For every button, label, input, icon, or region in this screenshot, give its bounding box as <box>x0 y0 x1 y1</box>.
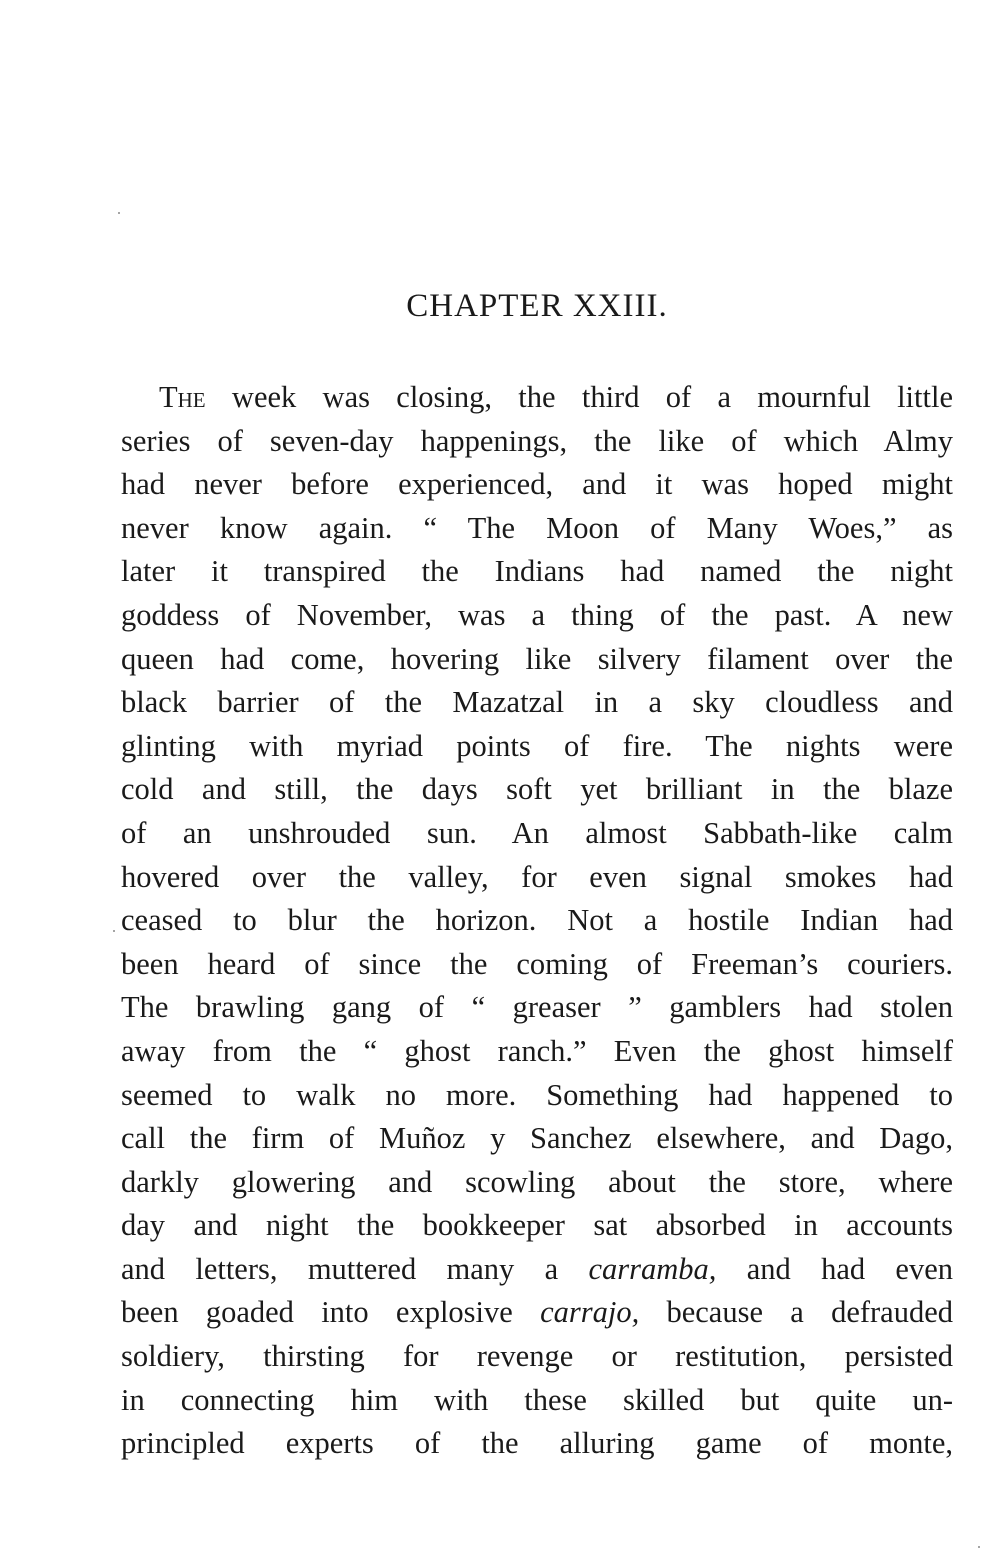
text-line: day and night the bookkeeper sat absorbed in accounts <box>121 1208 953 1243</box>
print-speck <box>113 930 115 932</box>
text-line: call the firm of Muñoz y Sanchez elsewhere, and Dago, <box>121 1121 953 1156</box>
text-line: queen had come, hovering like silvery filament over the <box>121 641 953 676</box>
text-line-with-italic <box>121 1248 953 1292</box>
print-speck <box>978 1546 980 1548</box>
text-line: black barrier of the Mazatzal in a sky cloudless and <box>121 685 953 720</box>
text-line: darkly glowering and scowling about the store, where <box>121 1164 953 1199</box>
text-line: of an unshrouded sun. An almost Sabbath-like calm <box>121 815 953 850</box>
text-line: been heard of since the coming of Freeman’s couriers. <box>121 946 953 981</box>
text-line: away from the “ ghost ranch.” Even the ghost himself <box>121 1033 953 1068</box>
text-line: later it transpired the Indians had named the night <box>121 554 953 589</box>
text-segment: and letters, muttered many a <box>121 1251 589 1286</box>
print-speck <box>118 212 120 214</box>
text-segment: and had even <box>716 1251 953 1286</box>
text-line: principled experts of the alluring game of monte, <box>121 1426 953 1461</box>
text-line-with-italic <box>121 1291 953 1335</box>
text-line: cold and still, the days soft yet brilliant in the blaze <box>121 772 953 807</box>
text-segment: been goaded into explosive <box>121 1295 541 1330</box>
italic-word: carramba, <box>588 1251 717 1286</box>
text-line: soldiery, thirsting for revenge or restitution, persisted <box>121 1339 953 1374</box>
text-line-content: week was closing, the third of a mournful little <box>205 380 953 414</box>
text-line: seemed to walk no more. Something had happened to <box>121 1077 953 1112</box>
text-line: The brawling gang of “ greaser ” gamblers had stolen <box>121 990 953 1025</box>
chapter-title: CHAPTER XXIII. <box>406 288 668 324</box>
text-line: goddess of November, was a thing of the past. A new <box>121 597 953 632</box>
text-line: never know again. “ The Moon of Many Woes,” as <box>121 510 953 545</box>
text-line: had never before experienced, and it was hoped might <box>121 467 953 502</box>
text-line: in connecting him with these skilled but quite un- <box>121 1382 953 1417</box>
text-line: series of seven-day happenings, the like of which Almy <box>121 423 953 458</box>
text-line: hovered over the valley, for even signal smokes had <box>121 859 953 894</box>
text-line <box>121 376 953 420</box>
italic-word: carrajo, <box>540 1295 640 1330</box>
chapter-body-paragraph <box>121 376 953 1466</box>
text-line: ceased to blur the horizon. Not a hostile Indian had <box>121 903 953 938</box>
text-segment: because a defrauded <box>639 1295 953 1330</box>
opening-word: The <box>159 380 206 414</box>
text-line: glinting with myriad points of fire. The nights were <box>121 728 953 763</box>
